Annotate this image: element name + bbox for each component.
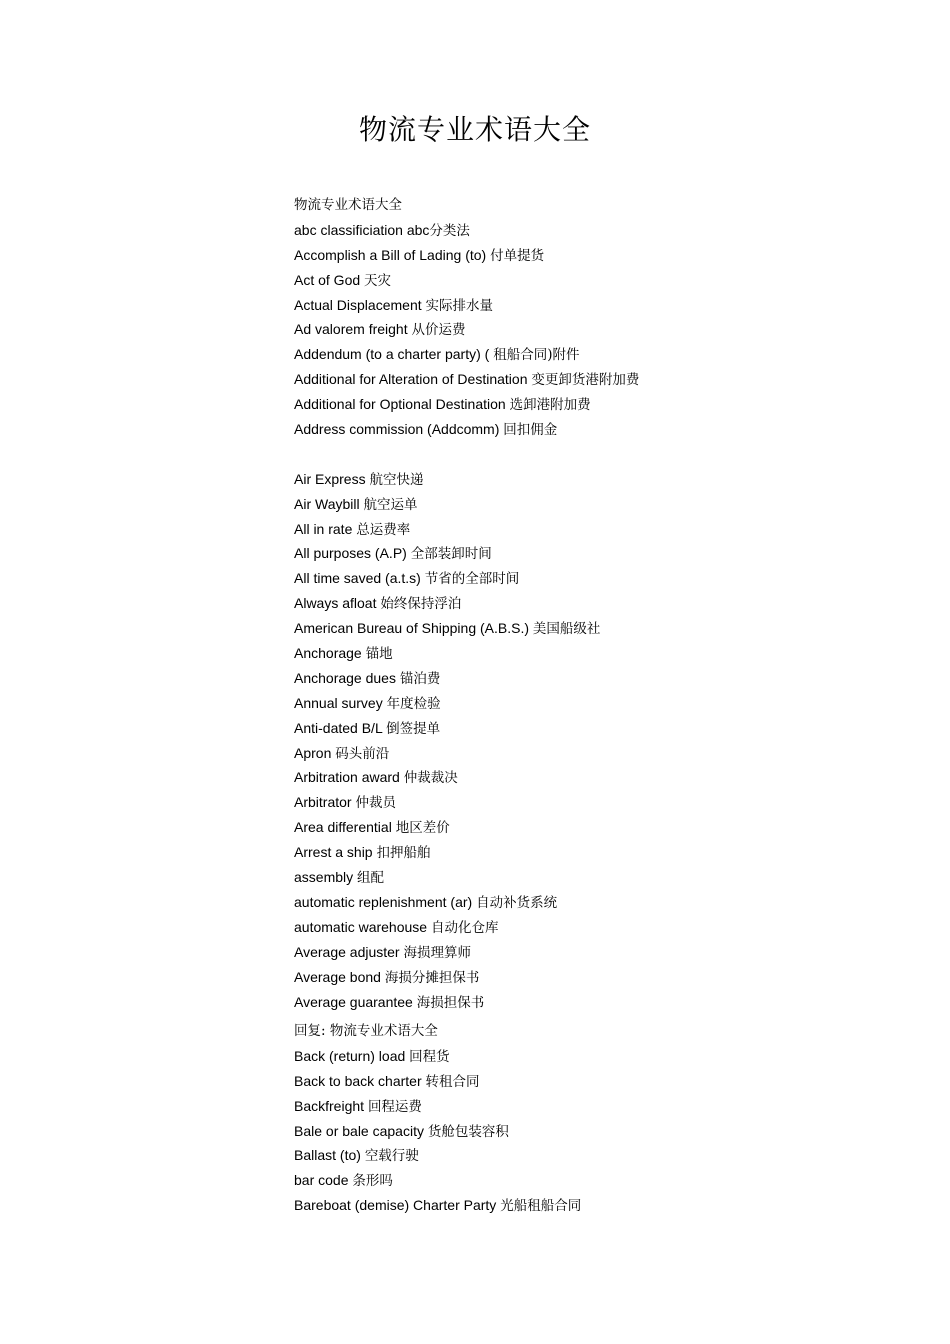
glossary-entry bbox=[294, 716, 914, 741]
glossary-entry bbox=[294, 1193, 914, 1218]
glossary-entry bbox=[294, 840, 914, 865]
term-english: Air Waybill bbox=[294, 495, 364, 512]
term-chinese: 转租合同 bbox=[425, 1073, 480, 1090]
term-english: Actual Displacement bbox=[294, 296, 426, 313]
term-chinese: 扣押船舶 bbox=[376, 845, 431, 862]
term-english: Average guarantee bbox=[294, 993, 417, 1010]
term-english: Backfreight bbox=[294, 1097, 368, 1114]
glossary-entry bbox=[294, 1168, 914, 1193]
term-english: Annual survey bbox=[294, 694, 387, 711]
term-chinese: 锚地 bbox=[365, 646, 393, 663]
term-english: Act of God bbox=[294, 271, 365, 288]
term-chinese: 仲裁员 bbox=[355, 795, 396, 812]
glossary-entry bbox=[294, 492, 914, 517]
term-english: Anchorage dues bbox=[294, 669, 400, 686]
section-heading: 物流专业术语大全 bbox=[294, 197, 402, 213]
term-english: Bareboat (demise) Charter Party bbox=[294, 1197, 501, 1214]
term-english: Air Express bbox=[294, 470, 370, 487]
term-chinese: 自动补货系统 bbox=[476, 894, 558, 911]
term-chinese: 海损分摊担保书 bbox=[384, 969, 480, 986]
term-chinese: 回程货 bbox=[409, 1048, 450, 1065]
term-chinese: 空载行驶 bbox=[364, 1148, 419, 1165]
glossary-entry bbox=[294, 641, 914, 666]
document-body bbox=[294, 193, 914, 1218]
glossary-entry bbox=[294, 691, 914, 716]
term-english: Bale or bale capacity bbox=[294, 1122, 428, 1139]
term-chinese: 美国船级社 bbox=[532, 621, 601, 638]
glossary-entry bbox=[294, 218, 914, 243]
term-chinese: 航空快递 bbox=[369, 471, 424, 488]
term-chinese: 实际排水量 bbox=[425, 297, 494, 314]
glossary-entry bbox=[294, 1094, 914, 1119]
term-english: All in rate bbox=[294, 520, 357, 537]
term-chinese: 组配 bbox=[357, 870, 385, 887]
term-english: Average bond bbox=[294, 968, 385, 985]
term-english: assembly bbox=[294, 869, 358, 886]
glossary-entry bbox=[294, 940, 914, 965]
term-chinese: 海损担保书 bbox=[416, 994, 485, 1011]
term-english: automatic replenishment (ar) bbox=[294, 893, 477, 910]
term-chinese: 天灾 bbox=[364, 272, 392, 289]
term-english: Arrest a ship bbox=[294, 844, 377, 861]
term-chinese: 全部装卸时间 bbox=[410, 546, 492, 563]
glossary-entry bbox=[294, 591, 914, 616]
term-chinese: 始终保持浮泊 bbox=[380, 596, 462, 613]
term-english: Anchorage bbox=[294, 645, 366, 662]
reply-heading: 回复: 物流专业术语大全 bbox=[294, 1022, 438, 1039]
term-chinese: 节省的全部时间 bbox=[424, 571, 520, 588]
term-english: Additional for Alteration of Destination bbox=[294, 371, 532, 388]
glossary-entry bbox=[294, 865, 914, 890]
glossary-entry bbox=[294, 790, 914, 815]
term-chinese: 自动化仓库 bbox=[430, 919, 499, 936]
term-english: Ballast (to) bbox=[294, 1147, 365, 1164]
term-chinese: 货舱包装容积 bbox=[427, 1123, 509, 1140]
glossary-entry bbox=[294, 367, 914, 392]
term-english: bar code bbox=[294, 1172, 353, 1189]
term-list-c bbox=[294, 1044, 914, 1218]
term-english: Accomplish a Bill of Lading (to) bbox=[294, 246, 491, 263]
term-english: Apron bbox=[294, 744, 336, 761]
term-english: Address commission (Addcomm) bbox=[294, 421, 504, 438]
term-english: All purposes (A.P) bbox=[294, 545, 411, 562]
document-title: 物流专业术语大全 bbox=[358, 113, 591, 146]
paragraph-gap bbox=[294, 442, 914, 467]
term-english: Always afloat bbox=[294, 595, 381, 612]
term-chinese: 光船租船合同 bbox=[500, 1198, 582, 1215]
glossary-entry bbox=[294, 566, 914, 591]
glossary-entry bbox=[294, 293, 914, 318]
term-english: Arbitrator bbox=[294, 794, 356, 811]
glossary-entry bbox=[294, 268, 914, 293]
glossary-entry bbox=[294, 616, 914, 641]
glossary-entry bbox=[294, 990, 914, 1015]
term-english: Addendum (to a charter party) ( bbox=[294, 346, 494, 363]
term-chinese: 回扣佣金 bbox=[503, 422, 558, 439]
glossary-entry bbox=[294, 765, 914, 790]
glossary-entry bbox=[294, 342, 914, 367]
term-chinese: 地区差价 bbox=[395, 820, 450, 837]
glossary-entry bbox=[294, 666, 914, 691]
term-chinese: 年度检验 bbox=[386, 695, 441, 712]
glossary-entry bbox=[294, 317, 914, 342]
term-chinese: 选卸港附加费 bbox=[509, 397, 591, 414]
term-chinese: 回程运费 bbox=[367, 1098, 422, 1115]
term-chinese: 从价运费 bbox=[411, 322, 466, 339]
glossary-entry bbox=[294, 467, 914, 492]
term-chinese: 锚泊费 bbox=[399, 670, 441, 687]
term-chinese: 条形吗 bbox=[352, 1173, 393, 1190]
term-list-b bbox=[294, 467, 914, 1015]
glossary-entry bbox=[294, 1119, 914, 1144]
term-chinese: 仲裁裁决 bbox=[403, 770, 458, 787]
term-chinese: 变更卸货港附加费 bbox=[531, 372, 640, 389]
term-english: Additional for Optional Destination bbox=[294, 396, 510, 413]
glossary-entry bbox=[294, 741, 914, 766]
glossary-entry bbox=[294, 243, 914, 268]
term-list-a bbox=[294, 218, 914, 442]
term-english: Arbitration award bbox=[294, 769, 404, 786]
term-english: Back (return) load bbox=[294, 1047, 410, 1064]
glossary-entry bbox=[294, 1069, 914, 1094]
term-english: All time saved (a.t.s) bbox=[294, 570, 425, 587]
term-english: Anti-dated B/L bbox=[294, 719, 387, 736]
term-chinese: 租船合同)附件 bbox=[493, 347, 580, 364]
term-chinese: 分类法 bbox=[429, 222, 470, 239]
term-english: Back to back charter bbox=[294, 1072, 426, 1089]
glossary-entry bbox=[294, 815, 914, 840]
glossary-entry bbox=[294, 392, 914, 417]
term-chinese: 总运费率 bbox=[356, 521, 411, 538]
glossary-entry bbox=[294, 1044, 914, 1069]
term-english: abc classificiation abc bbox=[294, 221, 430, 238]
glossary-entry bbox=[294, 1143, 914, 1168]
glossary-entry bbox=[294, 965, 914, 990]
term-english: American Bureau of Shipping (A.B.S.) bbox=[294, 620, 533, 637]
term-chinese: 倒签提单 bbox=[386, 720, 441, 737]
glossary-entry bbox=[294, 890, 914, 915]
term-chinese: 码头前沿 bbox=[335, 745, 390, 762]
term-chinese: 海损理算师 bbox=[403, 944, 471, 961]
term-english: automatic warehouse bbox=[294, 918, 431, 935]
glossary-entry bbox=[294, 541, 914, 566]
term-chinese: 航空运单 bbox=[363, 496, 418, 513]
term-english: Average adjuster bbox=[294, 943, 404, 960]
term-english: Ad valorem freight bbox=[294, 321, 412, 338]
glossary-entry bbox=[294, 417, 914, 442]
term-chinese: 付单提货 bbox=[490, 247, 545, 264]
glossary-entry bbox=[294, 915, 914, 940]
glossary-entry bbox=[294, 517, 914, 542]
term-english: Area differential bbox=[294, 819, 396, 836]
